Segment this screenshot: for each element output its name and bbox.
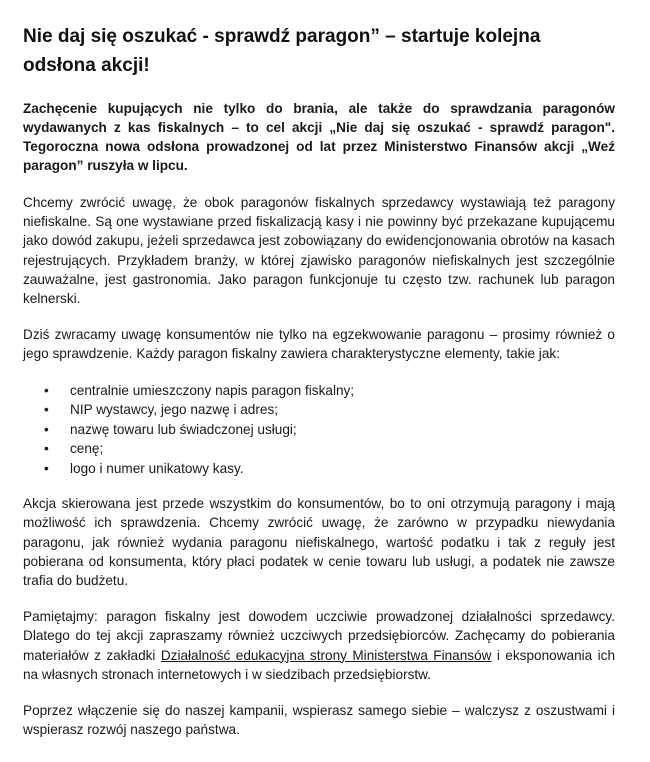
list-item-text: centralnie umieszczony napis paragon fiskalny; — [70, 382, 355, 398]
paragraph-non-fiscal-receipts: Chcemy zwrócić uwagę, że obok paragonów fiskalnych sprzedawcy wystawiają też paragony niefiskalne. Są one wystawiane przed fiskalizacją kasy i nie powinny być przekazane kupującemu jako dowód zakupu, jeżeli sprzedawca jest zobowiązany do ewidencjonowania obrotów na kasach rejestrujących. Przykładem branży, w której zjawisko paragonów niefiskalnych jest szczególnie zauważalne, jest gastronomia. Jako paragon funkcjonuje tu często tzw. rachunek lub paragon kelnerski. — [23, 195, 615, 307]
bullet-marker: • — [44, 402, 49, 418]
paragraph-check-receipt: Dziś zwracamy uwagę konsumentów nie tylko na egzekwowanie paragonu – prosimy również o jego sprawdzenie. Każdy paragon fiskalny zawiera charakterystyczne elementy, takie jak: — [23, 327, 615, 362]
paragraph-remember — [23, 607, 615, 684]
paragraph-campaign-target: Akcja skierowana jest przede wszystkim do konsumentów, bo to oni otrzymują paragony i mają możliwość ich sprawdzenia. Chcemy zwrócić uwagę, że zarówno w przypadku niewydania paragonu, jak również wydania paragonu niefiskalnego, wartość podatku i tak z reguły jest pobierana od konsumenta, który płaci podatek w cenie towaru lub usługi, a podatek nie zawsze trafia do budżetu. — [23, 496, 615, 588]
list-item — [44, 459, 615, 479]
list-item — [44, 420, 615, 440]
list-item — [44, 439, 615, 459]
article-lead: Zachęcenie kupujących nie tylko do brania, ale także do sprawdzania paragonów wydawanych z kas fiskalnych – to cel akcji „Nie daj się oszukać - sprawdź paragon". Tegoroczna nowa odsłona prowadzonej od lat przez Ministerstwo Finansów akcji „Weź paragon” ruszyła w lipcu. — [23, 101, 615, 173]
receipt-elements-list — [23, 381, 615, 479]
bullet-marker: • — [44, 421, 49, 437]
bullet-marker: • — [44, 460, 49, 476]
list-item — [44, 381, 615, 401]
paragraph-remember-text-start: Pamiętajmy: paragon fiskalny jest dowodem uczciwie prowadzonej działalności sprzedawcy. Dlatego do tej akcji zapraszamy również uczciwych przedsiębiorców. Zachęcamy do pobierania materiałów z zakładki — [23, 609, 615, 663]
list-item — [44, 400, 615, 420]
paragraph-join-campaign: Poprzez włączenie się do naszej kampanii, wspierasz samego siebie – walczysz z oszustwami i wspierasz rozwój naszego państwa. — [23, 702, 615, 738]
bullet-marker: • — [44, 441, 49, 457]
list-item-text: cenę; — [70, 441, 104, 457]
article-title: Nie daj się oszukać - sprawdź paragon” – startuje kolejna odsłona akcji! — [23, 26, 541, 76]
bullet-marker: • — [44, 382, 49, 398]
education-section-link[interactable]: Działalność edukacyjna strony Ministerstwa Finansów — [160, 647, 492, 663]
paragraph-remember-text-end: i eksponowania ich na własnych stronach internetowych i w siedzibach przedsiębiorstw. — [23, 647, 616, 682]
document-page — [23, 22, 615, 756]
list-item-text: nazwę towaru lub świadczonej usługi; — [70, 421, 297, 437]
list-item-text: NIP wystawcy, jego nazwę i adres; — [70, 402, 279, 418]
list-item-text: logo i numer unikatowy kasy. — [70, 460, 244, 476]
